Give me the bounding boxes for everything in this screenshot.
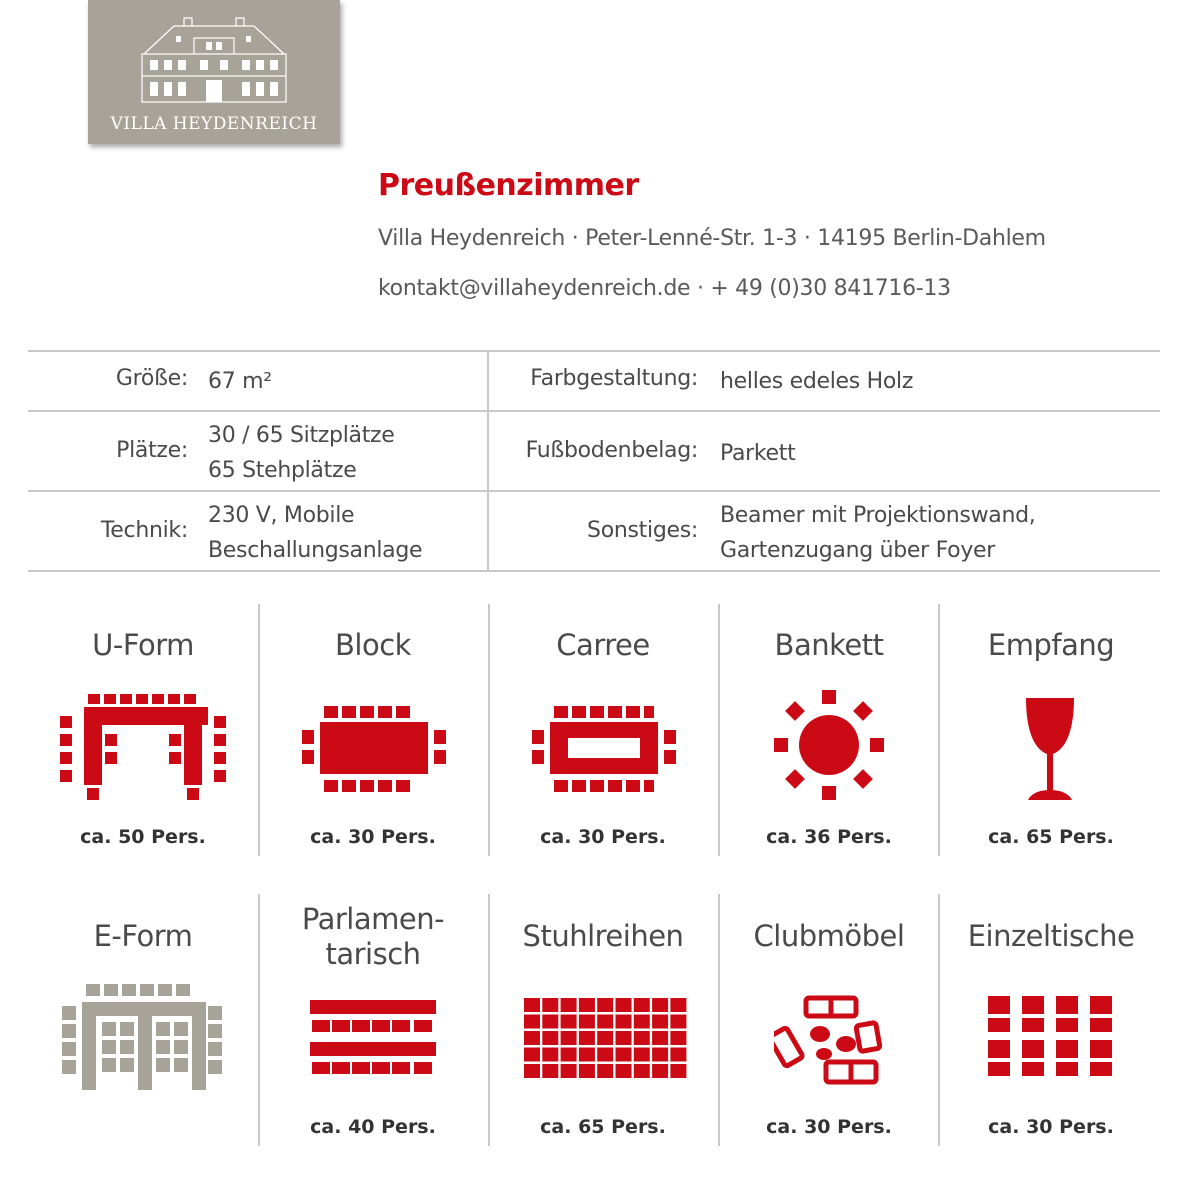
table-shape: [1056, 1040, 1078, 1058]
chair-shape: [524, 1015, 540, 1029]
chair-shape: [1022, 1062, 1044, 1076]
chair-shape: [652, 1064, 668, 1078]
capacity-label: ca. 50 Pers.: [80, 826, 206, 848]
chair-shape: [524, 998, 540, 1012]
chair-shape: [616, 1015, 632, 1029]
chair-shape: [524, 1064, 540, 1078]
layout-title-line2: tarisch: [325, 937, 421, 971]
chair-shape: [579, 1048, 595, 1062]
chair-shape: [561, 998, 577, 1012]
chair-shape: [1090, 1062, 1112, 1076]
layout-title: Empfang: [987, 628, 1115, 662]
floor-label: Fußbodenbelag:: [525, 438, 698, 463]
chair-shape: [1022, 1018, 1044, 1032]
capacity-label: ca. 30 Pers.: [766, 1116, 892, 1138]
chair-shape: [561, 1048, 577, 1062]
layout-title: U-Form: [92, 628, 194, 662]
capacity-label: ca. 40 Pers.: [310, 1116, 436, 1138]
color-label: Farbgestaltung:: [530, 366, 698, 391]
chair-shape: [634, 1031, 650, 1045]
chair-shape: [579, 1064, 595, 1078]
table-shape: [1056, 996, 1078, 1014]
chair-shape: [652, 1048, 668, 1062]
block-seating-icon: [302, 704, 446, 794]
capacity-label: ca. 30 Pers.: [310, 826, 436, 848]
chair-shape: [597, 998, 613, 1012]
table-divider: [28, 570, 1160, 572]
layout-title: Carree: [556, 628, 650, 662]
chair-shape: [670, 1048, 686, 1062]
chair-shape: [652, 998, 668, 1012]
chair-shape: [670, 1015, 686, 1029]
villa-building-icon: [134, 14, 294, 106]
layout-title-line1: Parlamen-: [301, 902, 445, 936]
contact-line: kontakt@villaheydenreich.de · + 49 (0)30 841716-13: [378, 276, 951, 301]
chair-shape: [561, 1031, 577, 1045]
capacity-label: ca. 36 Pers.: [766, 826, 892, 848]
address-line: Villa Heydenreich · Peter-Lenné-Str. 1-3 · 14195 Berlin-Dahlem: [378, 226, 1046, 251]
wine-glass-icon: [1022, 696, 1078, 802]
table-shape: [1022, 1040, 1044, 1058]
color-value: helles edeles Holz: [720, 369, 914, 394]
floor-value: Parkett: [720, 441, 796, 466]
chair-shape: [670, 1031, 686, 1045]
chair-shape: [561, 1064, 577, 1078]
capacity-label: ca. 65 Pers.: [988, 826, 1114, 848]
chair-shape: [1056, 1018, 1078, 1032]
size-value: 67 m²: [208, 369, 272, 394]
chair-shape: [652, 1031, 668, 1045]
chair-shape: [616, 1031, 632, 1045]
misc-value-2: Gartenzugang über Foyer: [720, 538, 996, 563]
capacity-label: ca. 30 Pers.: [540, 826, 666, 848]
chair-shape: [634, 1048, 650, 1062]
misc-value-1: Beamer mit Projektionswand,: [720, 503, 1036, 528]
chair-rows-icon: [524, 998, 688, 1080]
capacity-label: ca. 30 Pers.: [988, 1116, 1114, 1138]
seats-value-1: 30 / 65 Sitzplätze: [208, 423, 395, 448]
chair-shape: [634, 1015, 650, 1029]
table-divider: [28, 350, 1160, 352]
chair-shape: [634, 1064, 650, 1078]
layout-title: Clubmöbel: [753, 919, 905, 953]
seats-label: Plätze:: [116, 438, 188, 463]
table-shape: [1022, 996, 1044, 1014]
chair-shape: [542, 1064, 558, 1078]
chair-shape: [542, 1015, 558, 1029]
chair-shape: [670, 1064, 686, 1078]
misc-label: Sonstiges:: [587, 518, 698, 543]
chair-shape: [579, 998, 595, 1012]
chair-shape: [652, 1015, 668, 1029]
size-label: Größe:: [115, 366, 188, 391]
table-divider: [28, 490, 1160, 492]
chair-shape: [988, 1018, 1010, 1032]
seats-value-2: 65 Stehplätze: [208, 458, 357, 483]
table-shape: [1090, 996, 1112, 1014]
u-form-seating-icon: [60, 694, 226, 802]
parliament-seating-icon: [310, 998, 436, 1078]
villa-logo: [88, 0, 340, 144]
chair-shape: [542, 1031, 558, 1045]
chair-shape: [670, 998, 686, 1012]
chair-shape: [542, 998, 558, 1012]
chair-shape: [597, 1015, 613, 1029]
table-shape: [988, 1040, 1010, 1058]
chair-shape: [1056, 1062, 1078, 1076]
e-form-seating-icon: [62, 984, 222, 1090]
chair-shape: [579, 1015, 595, 1029]
tech-label: Technik:: [100, 518, 188, 543]
carree-seating-icon: [532, 704, 676, 794]
chair-shape: [524, 1031, 540, 1045]
chair-shape: [542, 1048, 558, 1062]
tech-value-1: 230 V, Mobile: [208, 503, 355, 528]
layout-title: Block: [335, 628, 411, 662]
layout-title: Stuhlreihen: [522, 919, 684, 953]
tech-value-2: Beschallungsanlage: [208, 538, 423, 563]
table-divider: [487, 350, 489, 572]
table-shape: [988, 996, 1010, 1014]
capacity-label: ca. 65 Pers.: [540, 1116, 666, 1138]
room-title: Preußenzimmer: [378, 168, 639, 203]
single-tables-icon: [988, 996, 1112, 1082]
chair-shape: [561, 1015, 577, 1029]
chair-shape: [597, 1064, 613, 1078]
round-table-icon: [774, 690, 884, 800]
chair-shape: [597, 1048, 613, 1062]
table-shape: [1090, 1040, 1112, 1058]
chair-shape: [1090, 1018, 1112, 1032]
logo-text: VILLA HEYDENREICH: [110, 114, 318, 134]
table-divider: [28, 410, 1160, 412]
chair-shape: [634, 998, 650, 1012]
chair-shape: [988, 1062, 1010, 1076]
club-furniture-icon: [774, 994, 884, 1088]
chair-shape: [616, 1048, 632, 1062]
layout-title: Einzeltische: [967, 919, 1135, 953]
layout-title: E-Form: [93, 919, 193, 953]
chair-shape: [524, 1048, 540, 1062]
chair-shape: [616, 1064, 632, 1078]
chair-shape: [616, 998, 632, 1012]
chair-shape: [597, 1031, 613, 1045]
layout-title: Bankett: [774, 628, 884, 662]
chair-shape: [579, 1031, 595, 1045]
